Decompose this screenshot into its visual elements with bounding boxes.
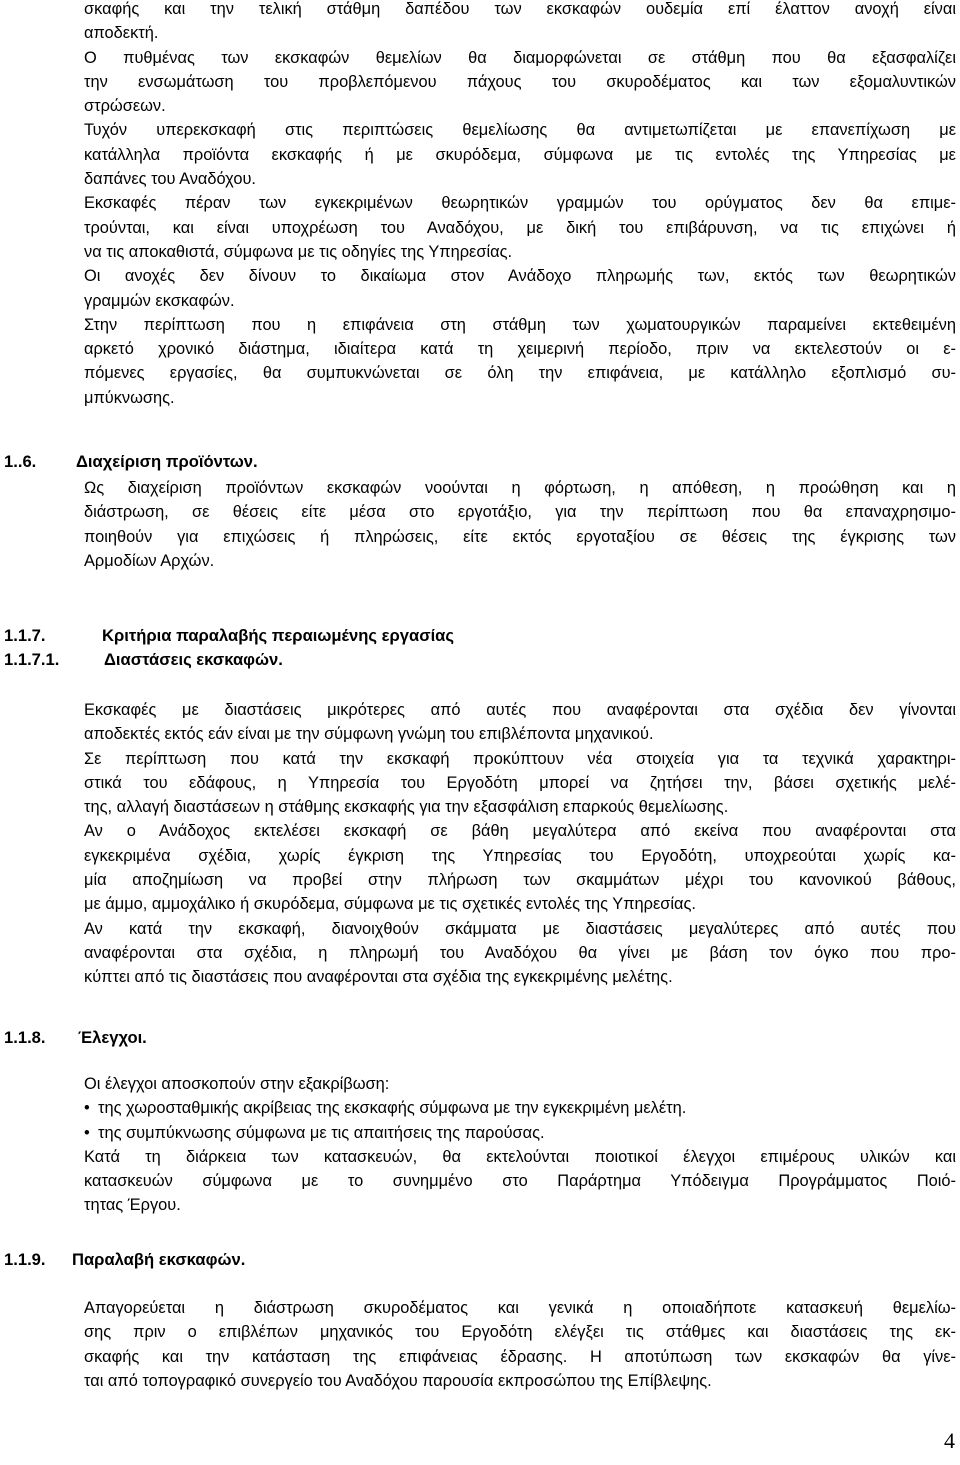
bullet-item [84, 1096, 956, 1120]
continuation-text [84, 0, 956, 410]
text-line: κύπτει από τις διαστάσεις που αναφέρονται στα σχέδια της εγκεκριμένης μελέτης. [84, 968, 673, 987]
text-line: Εκσκαφές πέραν των εγκεκριμένων θεωρητικών γραμμών του ορύγματος δεν θα επιμε- [84, 194, 956, 213]
bullet-item [84, 1121, 956, 1145]
text-line: γραμμών εκσκαφών. [84, 291, 235, 310]
text-line: Οι έλεγχοι αποσκοπούν στην εξακρίβωση: [84, 1075, 390, 1093]
bullet-icon: • [84, 1099, 90, 1118]
text-line: Τυχόν υπερεκσκαφή στις περιπτώσεις θεμελίωσης θα αντιμετωπίζεται με επανεπίχωση με [84, 121, 956, 140]
text-line: Στην περίπτωση που η επιφάνεια στη στάθμη των χωματουργικών παραμείνει εκτεθειμένη [84, 315, 956, 334]
text-line: τητας Έργου. [84, 1196, 181, 1215]
section-1-1-7-1-text [84, 698, 956, 990]
text-line: σκαφής και την κατάσταση της επιφάνειας έδρασης. Η αποτύπωση των εκσκαφών θα γίνε- [84, 1347, 956, 1366]
text-line: αποδεκτή. [84, 24, 159, 43]
section-title: Κριτήρια παραλαβής περαιωμένης εργασίας [102, 626, 455, 645]
text-line: στρώσεων. [84, 97, 166, 116]
section-number: 1.1.7.1. [4, 650, 60, 669]
bullet-text: της συμπύκνωσης σύμφωνα με τις απαιτήσεις της παρούσας. [98, 1123, 545, 1142]
text-line: Σε περίπτωση που κατά την εκσκαφή προκύπτουν νέα στοιχεία για τα τεχνικά χαρακτηρι- [84, 749, 956, 768]
section-number: 1.1.9. [4, 1250, 46, 1269]
text-line: μπύκνωσης. [84, 388, 175, 407]
bullet-text: της χωροσταθμικής ακρίβειας της εκσκαφής σύμφωνα με την εγκεκριμένη μελέτη. [98, 1099, 687, 1118]
text-line: Εκσκαφές με διαστάσεις μικρότερες από αυτές που αναφέρονται στα σχέδια δεν γίνονται [84, 701, 956, 719]
section-title: Παραλαβή εκσκαφών. [72, 1250, 246, 1269]
page-number: 4 [944, 1428, 955, 1453]
text-line: Ως διαχείριση προϊόντων εκσκαφών νοούνται η φόρτωση, η απόθεση, η προώθηση και η [84, 479, 956, 497]
section-1-6-text [84, 476, 956, 573]
text-line: σκαφής και την τελική στάθμη δαπέδου των εκσκαφών ουδεμία επί έλαττον ανοχή είναι [84, 0, 956, 18]
section-title: Διαχείριση προϊόντων. [76, 452, 258, 471]
text-line: δαπάνες του Αναδόχου. [84, 170, 256, 189]
text-line: Απαγορεύεται η διάστρωση σκυροδέματος και γενικά η οποιαδήποτε κατασκευή θεμελίω- [84, 1299, 956, 1317]
bullet-icon: • [84, 1123, 90, 1142]
text-line: Αν ο Ανάδοχος εκτελέσει εκσκαφή σε βάθη μεγαλύτερα από εκείνα που αναφέρονται στα [84, 822, 956, 841]
text-line: της, αλλαγή διαστάσεων η στάθμης εκσκαφής για την εξασφάλιση επαρκούς θεμελίωσης. [84, 798, 729, 817]
section-number: 1.1.8. [4, 1028, 46, 1047]
text-line: Αρμοδίων Αρχών. [84, 551, 215, 570]
text-line: αρκετό χρονικό διάστημα, ιδιαίτερα κατά τη χειμερινή περίοδο, πριν να εκτελεστούν οι ε- [84, 340, 956, 359]
text-line: Ο πυθμένας των εκσκαφών θεμελίων θα διαμορφώνεται σε στάθμη που θα εξασφαλίζει [84, 48, 956, 67]
text-line: μία αποζημίωση να προβεί στην πλήρωση των σκαμμάτων μέχρι του κανονικού βάθους, [84, 871, 956, 890]
text-line: κατασκευών σύμφωνα με το συνημμένο στο Παράρτημα Υπόδειγμα Προγράμματος Ποιό- [84, 1172, 956, 1191]
section-1-1-9-text [84, 1296, 956, 1393]
section-number: 1.1.7. [4, 626, 46, 645]
text-line: Αν κατά την εκσκαφή, διανοιχθούν σκάμματα με διαστάσεις μεγαλύτερες από αυτές που [84, 919, 956, 938]
text-line: τρούνται, και είναι υποχρέωση του Αναδόχου, με δική του επιβάρυνση, να τις επιχώνει ή [84, 218, 956, 237]
text-line: την ενσωμάτωση του προβλεπόμενου πάχους του σκυροδέματος και των εξομαλυντικών [84, 72, 956, 91]
text-line: διάστρωση, σε θέσεις είτε μέσα στο εργοτάξιο, για την περίπτωση που θα επαναχρησιμο- [84, 503, 956, 522]
section-title: Διαστάσεις εκσκαφών. [104, 650, 283, 669]
text-line: με άμμο, αμμοχάλικο ή σκυρόδεμα, σύμφωνα με τις σχετικές εντολές της Υπηρεσίας. [84, 895, 696, 914]
text-line: κατάλληλα προϊόντα εκσκαφής ή με σκυρόδεμα, σύμφωνα με τις εντολές της Υπηρεσίας με [84, 145, 956, 164]
text-line: πόμενες εργασίες, θα συμπυκνώνεται σε όλη την επιφάνεια, με κατάλληλο εξοπλισμό συ- [84, 364, 956, 383]
text-line: αποδεκτές εκτός εάν είναι με την σύμφωνη γνώμη του επιβλέποντα μηχανικού. [84, 725, 654, 744]
text-line: Οι ανοχές δεν δίνουν το δικαίωμα στον Ανάδοχο πληρωμής των, εκτός των θεωρητικών [84, 267, 956, 286]
text-line: ποιηθούν για επιχώσεις ή πληρώσεις, είτε εκτός εργοταξίου σε θέσεις της έγκρισης των [84, 527, 956, 546]
text-line: Κατά τη διάρκεια των κατασκευών, θα εκτελούνται ποιοτικοί έλεγχοι επιμέρους υλικών και [84, 1147, 956, 1166]
text-line: σης πριν ο επιβλέπων μηχανικός του Εργοδότη ελέγξει τις στάθμες και διαστάσεις της εκ- [84, 1323, 956, 1342]
section-number: 1..6. [4, 452, 37, 471]
section-title: Έλεγχοι. [78, 1028, 147, 1047]
text-line: ται από τοπογραφικό συνεργείο του Αναδόχου παρουσία εκπροσώπου της Επίβλεψης. [84, 1371, 712, 1390]
text-line: αναφέρονται στα σχέδια, η πληρωμή του Αναδόχου θα γίνει με βάση τον όγκο που προ- [84, 943, 956, 962]
section-1-1-8-text [84, 1072, 956, 1218]
text-line: εγκεκριμένα σχέδια, χωρίς έγκριση της Υπηρεσίας του Εργοδότη, υποχρεούται χωρίς κα- [84, 846, 956, 865]
text-line: να τις αποκαθιστά, σύμφωνα με τις οδηγίες της Υπηρεσίας. [84, 242, 513, 261]
text-line: στικά του εδάφους, η Υπηρεσία του Εργοδότη μπορεί να ζητήσει την, βάσει σχετικής μελέ- [84, 773, 956, 792]
